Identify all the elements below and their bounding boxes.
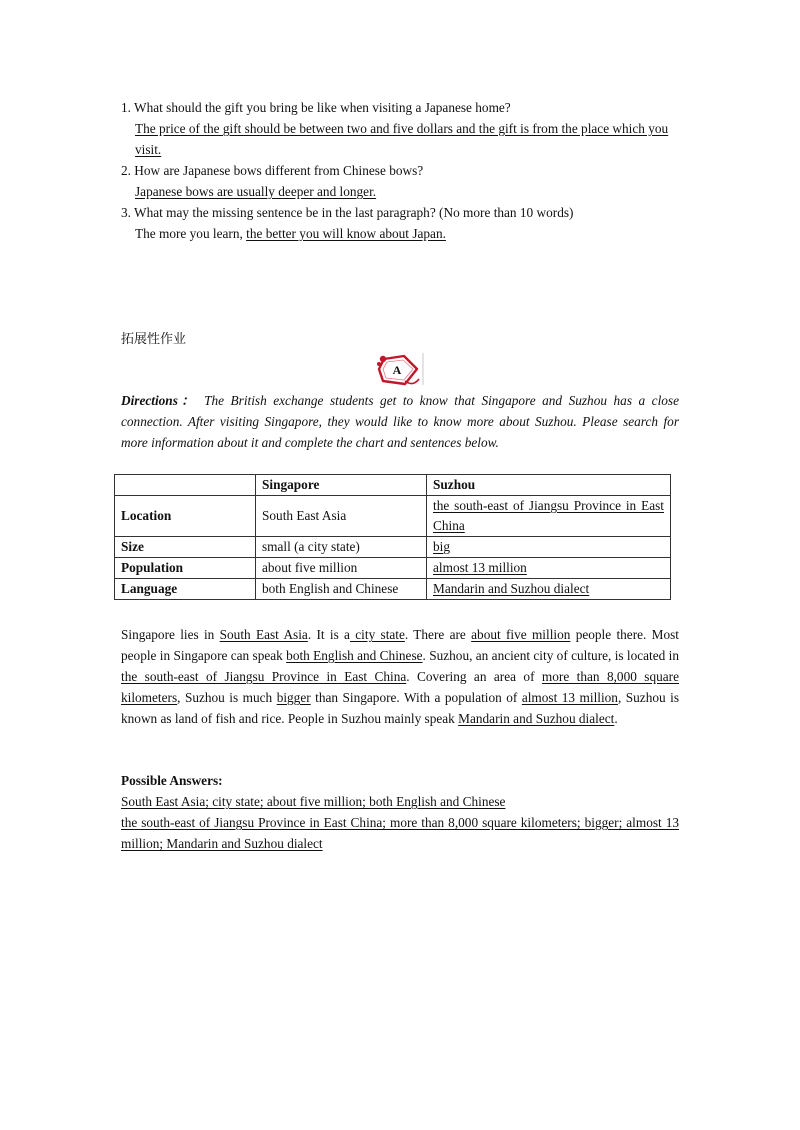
directions-label: Directions：	[121, 393, 198, 408]
possible-answers-line-1: South East Asia; city state; about five million; both English and Chinese	[121, 794, 506, 809]
passage-blank: South East Asia	[219, 627, 308, 642]
directions	[121, 390, 679, 453]
singapore-cell: South East Asia	[256, 496, 427, 537]
question-2: 2. How are Japanese bows different from Chinese bows?	[121, 163, 424, 178]
passage-text: . Covering an area of	[406, 669, 542, 684]
passage-blank: both English and Chinese	[286, 648, 423, 663]
header-blank	[115, 475, 256, 496]
header-suzhou: Suzhou	[427, 475, 671, 496]
question-3: 3. What may the missing sentence be in the last paragraph? (No more than 10 words)	[121, 205, 574, 220]
comparison-table	[114, 474, 671, 600]
passage-blank: more than 8,000 square kilometers	[121, 669, 679, 705]
possible-answers-line-2: the south-east of Jiangsu Province in East China; more than 8,000 square kilometers; bigger; almost 13 million; Mandarin and Suzhou dialect	[121, 815, 679, 851]
possible-answers-heading: Possible Answers:	[121, 773, 223, 788]
suzhou-cell: the south-east of Jiangsu Province in East China	[427, 496, 671, 537]
question-1: 1. What should the gift you bring be like when visiting a Japanese home?	[121, 100, 511, 115]
passage-text: than Singapore. With a population of	[310, 690, 522, 705]
passage-blank: Mandarin and Suzhou dialect	[458, 711, 615, 726]
question-list	[121, 97, 681, 244]
passage-blank: bigger	[276, 690, 311, 705]
suzhou-cell: Mandarin and Suzhou dialect	[427, 579, 671, 600]
passage-blank: city state	[349, 627, 405, 642]
header-singapore: Singapore	[256, 475, 427, 496]
row-label: Population	[115, 558, 256, 579]
table-row	[115, 537, 671, 558]
passage-blank: almost 13 million	[521, 690, 618, 705]
answer-2: Japanese bows are usually deeper and longer.	[135, 184, 377, 199]
table-row	[115, 558, 671, 579]
singapore-cell: about five million	[256, 558, 427, 579]
section-title: 拓展性作业	[121, 332, 187, 347]
passage-blank: about five million	[471, 627, 571, 642]
passage-text: , Suzhou is known as land of fish and rice. People in Suzhou mainly speak	[121, 690, 679, 726]
row-label: Location	[115, 496, 256, 537]
passage-blank: the south-east of Jiangsu Province in East China	[121, 669, 407, 684]
table-row	[115, 496, 671, 537]
passage-text: . There are	[404, 627, 472, 642]
directions-text: The British exchange students get to know that Singapore and Suzhou has a close connection. After visiting Singapore, they would like to know more about Suzhou. Please search for more information about it and complete the chart and sentences below.	[121, 393, 679, 450]
answer-1: The price of the gift should be between two and five dollars and the gift is from the place which you visit.	[135, 121, 669, 157]
passage-text: . Suzhou, an ancient city of culture, is located in	[422, 648, 679, 663]
row-label: Size	[115, 537, 256, 558]
table-row	[115, 579, 671, 600]
suzhou-cell: big	[427, 537, 671, 558]
singapore-cell: small (a city state)	[256, 537, 427, 558]
task-a-logo-icon	[375, 351, 425, 387]
row-label: Language	[115, 579, 256, 600]
possible-answers	[121, 770, 679, 854]
answer-3: The more you learn, the better you will know about Japan.	[135, 226, 446, 241]
passage-text: , Suzhou is much	[177, 690, 277, 705]
table-header-row	[115, 475, 671, 496]
singapore-cell: both English and Chinese	[256, 579, 427, 600]
passage-text: Singapore lies in	[121, 627, 220, 642]
passage-text: people there. Most people in Singapore can speak	[121, 627, 679, 663]
logo-letter: A	[392, 363, 402, 377]
passage-text: . It is a	[307, 627, 350, 642]
passage-text: .	[614, 711, 618, 726]
suzhou-cell: almost 13 million	[427, 558, 671, 579]
cloze-passage	[121, 624, 679, 729]
